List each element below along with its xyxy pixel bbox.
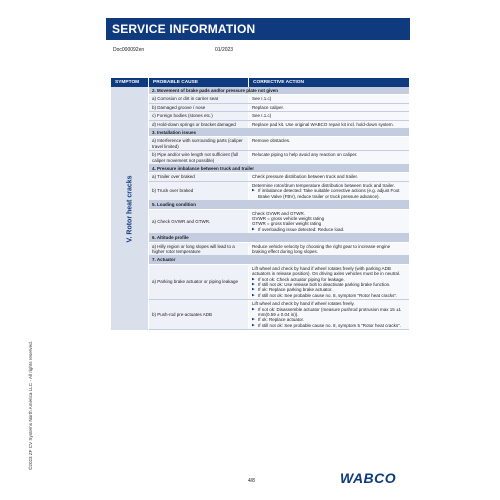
probable-cause-cell: b) Push-rod pre-actuates ADB [149, 300, 249, 329]
action-text: Check GVWR and GTWR. [252, 210, 306, 216]
section-heading: 3. Installation issues [149, 129, 409, 137]
triangle-bullet-icon: ▶ [252, 317, 255, 322]
bullet-text: If ok: Replace parking brake actuator. [258, 287, 333, 293]
corrective-action-cell [249, 112, 409, 119]
column-header-corrective-action: CORRECTIVE ACTION [253, 80, 304, 85]
table-row [149, 95, 409, 103]
action-bullet [252, 293, 406, 298]
bullet-text: If overloading issue detected: Reduce load. [258, 226, 345, 232]
page-title: SERVICE INFORMATION [106, 18, 410, 40]
triangle-bullet-icon: ▶ [252, 287, 255, 292]
bullet-text: If not ok: Check actuator piping for leakage. [258, 276, 345, 282]
action-text: See I.1.c) [252, 113, 272, 119]
table-row [149, 243, 409, 257]
document-date: 01/2023 [215, 47, 234, 53]
action-text: Reduce vehicle velocity by choosing the right gear to increase engine braking effect during long slopes. [252, 243, 391, 254]
table-row [149, 137, 409, 151]
action-text: Lift wheel and check by hand if wheel rotates freely. [252, 301, 355, 307]
action-text: Remove obstacles. [252, 138, 291, 144]
copyright-notice: ©2023 ZF CV Systems North America LLC - All rights reserved. [28, 341, 33, 470]
troubleshooting-table [111, 78, 409, 330]
corrective-action-cell [249, 210, 409, 234]
probable-cause-cell: a) Trailer over braked [149, 173, 249, 180]
corrective-action-cell [249, 121, 409, 128]
probable-cause-cell: c) Foreign bodies (stones etc.) [149, 112, 249, 119]
corrective-action-cell [249, 137, 409, 150]
bullet-text: If still not ok: See probable cause no. 8, symptom 5 “Rotor heat cracks”. [258, 322, 401, 328]
column-header-probable-cause: PROBABLE CAUSE [149, 78, 249, 87]
action-bullet [252, 307, 406, 318]
wabco-logo: WABCO [340, 470, 397, 486]
action-text: Relocate piping to help avoid any reaction on caliper. [252, 152, 358, 158]
bullet-text: If still not ok: Use release bolt to deactivate parking brake function. [258, 281, 391, 287]
triangle-bullet-icon: ▶ [252, 306, 255, 311]
triangle-bullet-icon: ▶ [252, 188, 255, 193]
page-number: 4/8 [248, 478, 255, 484]
action-bullet [252, 188, 406, 199]
table-header [111, 78, 409, 87]
action-text: Check pressure distribution between truck and trailer. [252, 174, 359, 180]
action-text: GVWR = gross vehicle weight rating [252, 215, 325, 221]
table-row [149, 112, 409, 120]
table-rows [149, 87, 409, 330]
table-row [149, 182, 409, 201]
probable-cause-cell: d) Hold-down springs or bracket damaged [149, 121, 249, 128]
column-header-symptom: SYMPTOM [111, 78, 149, 87]
probable-cause-cell: a) Interference with surrounding parts (caliper travel limited) [149, 137, 249, 150]
probable-cause-cell: a) Corrosion or dirt in carrier seat [149, 95, 249, 102]
bullet-text: If not ok: Disassemble actuator (measure pushrod protrusion max 15 ±1 mm(0.59 ± 0.04 in)). [258, 306, 402, 317]
table-row [149, 173, 409, 181]
probable-cause-cell: a) Check GVWR and GTWR. [149, 210, 249, 234]
probable-cause-cell: a) Parking brake actuator or piping leakage [149, 265, 249, 299]
action-text: Lift wheel and check by hand if wheel rotates freely (with parking ADB actuators in release position). On driving axles vehicles must be in neutral. [252, 265, 401, 277]
table-row [149, 151, 409, 165]
table-row [149, 104, 409, 112]
table-row [149, 300, 409, 330]
table-row [149, 121, 409, 129]
section-heading: 5. Loading condition [149, 201, 409, 209]
document-id: Doc000092en [113, 47, 145, 53]
triangle-bullet-icon: ▶ [252, 322, 255, 327]
triangle-bullet-icon: ▶ [252, 281, 255, 286]
section-heading: 4. Pressure imbalance between truck and trailer [149, 165, 409, 173]
probable-cause-cell: b) Truck over braked [149, 182, 249, 200]
triangle-bullet-icon: ▶ [252, 276, 255, 281]
table-row [149, 265, 409, 300]
action-bullet [252, 323, 406, 328]
corrective-action-cell [249, 95, 409, 102]
corrective-action-cell [249, 265, 409, 299]
bullet-text: If ok: Replace actuator. [258, 317, 305, 323]
action-text: GTWR = gross trailer weight rating [252, 221, 322, 227]
symptom-label: V. Rotor heat cracks [126, 175, 133, 243]
probable-cause-cell: a) Hilly region or long slopes will lead to a higher rotor temperature [149, 243, 249, 256]
probable-cause-cell: b) Pipe and/or wire length not sufficient (full caliper movement not possible) [149, 151, 249, 164]
probable-cause-cell: b) Damaged groove / nose [149, 104, 249, 111]
triangle-bullet-icon: ▶ [252, 292, 255, 297]
corrective-action-cell [249, 243, 409, 256]
bullet-text: If imbalance detected: Take suitable corrective actions (e.g. adjust Foot Brake Valve (FBV), reduce trailer or truck pressure advance). [258, 188, 400, 199]
corrective-action-cell [249, 182, 409, 200]
section-heading: 6. Altitude profile [149, 234, 409, 242]
action-text: Replace pad kit. Use original WABCO repair kit incl. hold-down system. [252, 121, 394, 127]
corrective-action-cell [249, 300, 409, 329]
action-text: See I.1.c) [252, 96, 272, 102]
corrective-action-cell [249, 151, 409, 164]
corrective-action-cell [249, 173, 409, 180]
symptom-cell [111, 87, 149, 330]
table-row [149, 210, 409, 235]
bullet-text: If still not ok: See probable cause no. 8, symptom “Rotor heat cracks”. [258, 292, 398, 298]
triangle-bullet-icon: ▶ [252, 226, 255, 231]
action-bullet [252, 227, 406, 232]
action-text: Determine rotor/drum temperature distribution between truck and trailer. [252, 182, 395, 188]
corrective-action-cell [249, 104, 409, 111]
section-heading: 7. Actuator [149, 256, 409, 264]
section-heading: 2. Movement of brake pads and/or pressure plate not given [149, 87, 409, 95]
action-text: Replace caliper. [252, 104, 285, 110]
